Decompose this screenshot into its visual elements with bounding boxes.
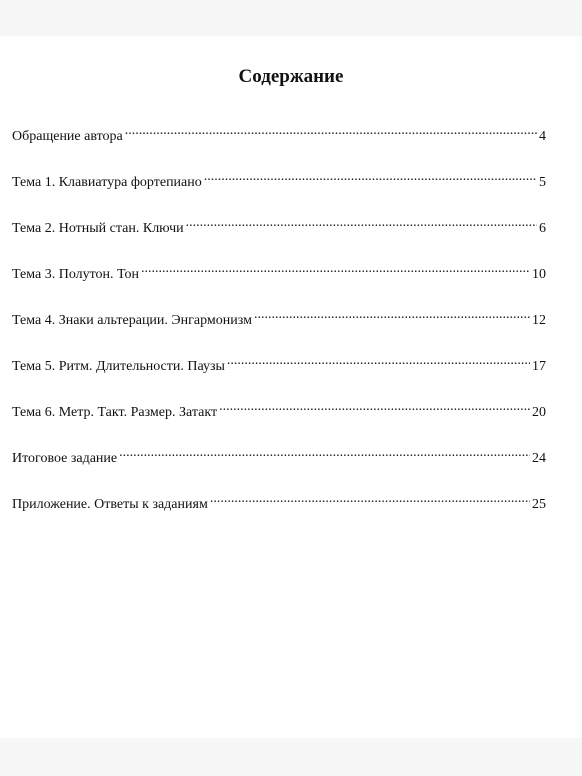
- toc-entry: [12, 306, 546, 352]
- toc-entry-title: Итоговое задание: [12, 451, 118, 466]
- toc-entry: [12, 122, 546, 168]
- toc-leader-dots: [125, 122, 537, 140]
- toc-leader-dots: [204, 168, 537, 186]
- toc-leader-dots: [186, 214, 537, 232]
- toc-entry: [12, 352, 546, 398]
- toc-entry-page: 12: [532, 313, 546, 328]
- toc-leader-dots: [254, 306, 530, 324]
- toc-leader-dots: [219, 398, 530, 416]
- toc-entry-title: Тема 4. Знаки альтерации. Энгармонизм: [12, 313, 252, 328]
- toc-entry: [12, 260, 546, 306]
- toc-entry-page: 25: [532, 497, 546, 512]
- toc-entry-title: Тема 2. Нотный стан. Ключи: [12, 221, 184, 236]
- toc-entry-title: Тема 1. Клавиатура фортепиано: [12, 175, 202, 190]
- toc-entry: [12, 398, 546, 444]
- toc-entry-page: 20: [532, 405, 546, 420]
- toc-leader-dots: [141, 260, 530, 278]
- toc-entry-page: 5: [539, 175, 546, 190]
- toc-entry-page: 6: [539, 221, 546, 236]
- toc-entry-title: Обращение автора: [12, 129, 123, 144]
- toc-entry: [12, 490, 546, 536]
- toc-entry-title: Тема 5. Ритм. Длительности. Паузы: [12, 359, 225, 374]
- toc-entry-title: Тема 3. Полутон. Тон: [12, 267, 140, 282]
- document-page: [0, 36, 582, 738]
- toc-leader-dots: [210, 490, 530, 508]
- toc-leader-dots: [119, 444, 530, 462]
- toc-entry-title: Тема 6. Метр. Такт. Размер. Затакт: [12, 405, 218, 420]
- toc-entry-page: 17: [532, 359, 546, 374]
- toc-entry-page: 10: [532, 267, 546, 282]
- toc-leader-dots: [227, 352, 530, 370]
- toc-entry: [12, 168, 546, 214]
- page-title: Содержание: [238, 66, 344, 87]
- toc-entry: [12, 444, 546, 490]
- toc-entry: [12, 214, 546, 260]
- table-of-contents: [12, 122, 546, 536]
- toc-entry-title: Приложение. Ответы к заданиям: [12, 497, 208, 512]
- toc-entry-page: 4: [539, 129, 546, 144]
- toc-entry-page: 24: [532, 451, 546, 466]
